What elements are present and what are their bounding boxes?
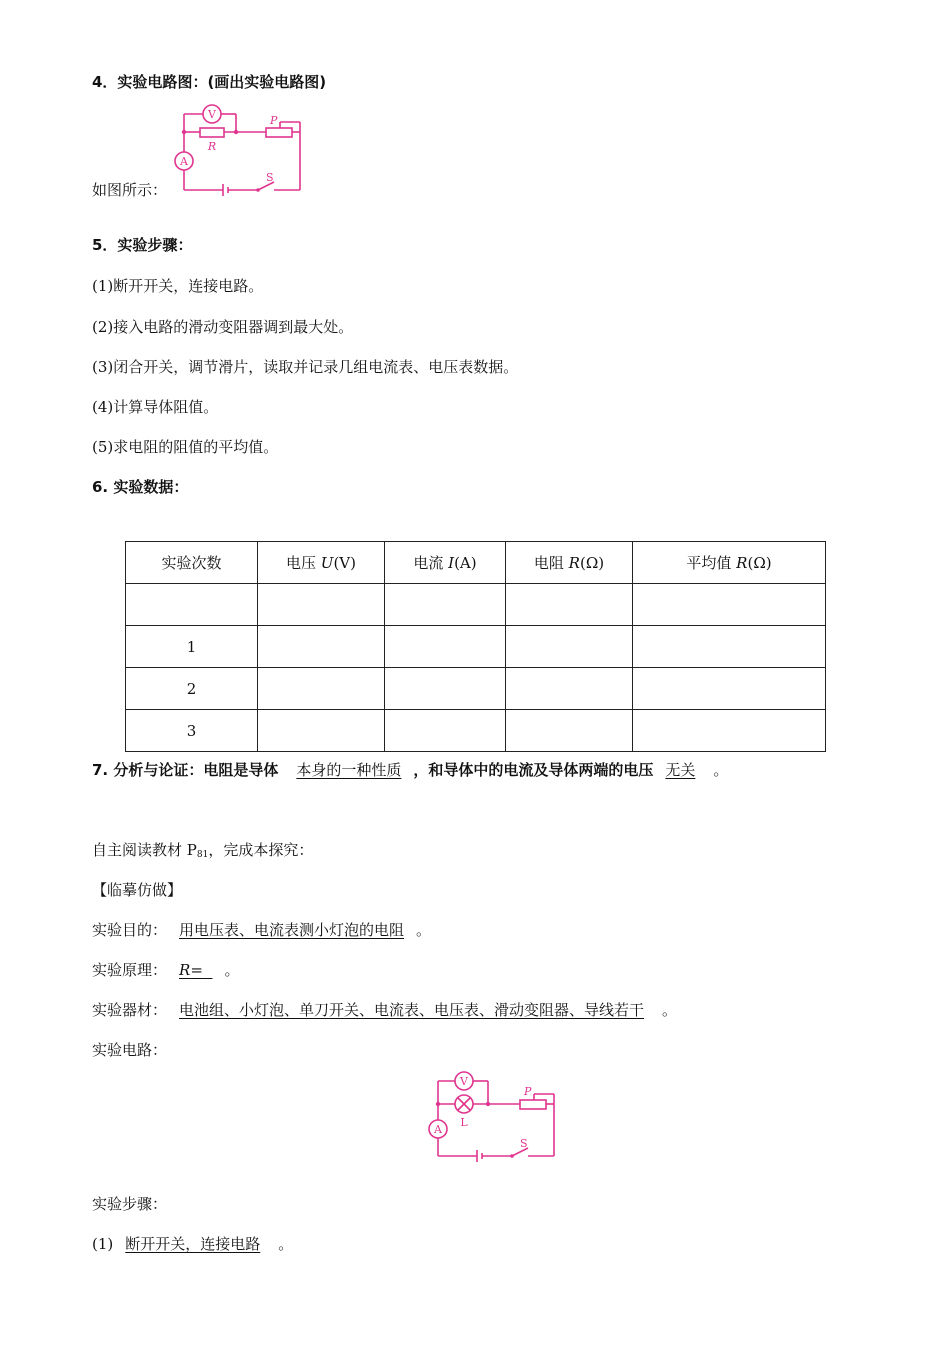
switch-label: S bbox=[520, 1137, 528, 1150]
lamp-label: L bbox=[460, 1116, 468, 1129]
answer-blank-1: 本身的一种性质 bbox=[296, 761, 402, 779]
step-4: (4)计算导体阻值。 bbox=[92, 398, 219, 416]
table-row: 1 bbox=[126, 626, 826, 668]
ammeter-label: A bbox=[434, 1123, 442, 1136]
resistor-label: R bbox=[207, 140, 217, 153]
rheostat-label: P bbox=[524, 1085, 532, 1098]
section-4-heading: 4．实验电路图：(画出实验电路图) bbox=[92, 73, 327, 91]
voltmeter-label: V bbox=[208, 108, 216, 121]
step-1: (1)断开开关，连接电路。 bbox=[92, 277, 264, 295]
header-voltage: 电压 U(V) bbox=[258, 542, 385, 584]
section-4-caption: 如图所示： bbox=[92, 181, 168, 199]
materials-line: 实验器材： 电池组、小灯泡、单刀开关、电流表、电压表、滑动变阻器、导线若干 。 bbox=[92, 1001, 678, 1019]
imitate-heading: 【临摹仿做】 bbox=[92, 881, 183, 899]
section-5-heading: 5．实验步骤： bbox=[92, 236, 193, 254]
circuit-label: 实验电路： bbox=[92, 1041, 168, 1059]
reading-instruction: 自主阅读教材 $P_{81}$，完成本探究： bbox=[92, 841, 314, 860]
circuit-diagram-resistor bbox=[170, 104, 310, 198]
rheostat-label: P bbox=[270, 114, 278, 127]
data-table bbox=[125, 541, 826, 752]
table-row: 3 bbox=[126, 710, 826, 752]
principle-answer: R= bbox=[179, 961, 203, 979]
purpose-answer: 用电压表、电流表测小灯泡的电阻 bbox=[179, 921, 405, 939]
step-3: (3)闭合开关，调节滑片，读取并记录几组电流表、电压表数据。 bbox=[92, 358, 519, 376]
imitate-step-1: (1) 断开开关，连接电路 。 bbox=[92, 1235, 294, 1253]
purpose-line: 实验目的： 用电压表、电流表测小灯泡的电阻 。 bbox=[92, 921, 432, 939]
step-2: (2)接入电路的滑动变阻器调到最大处。 bbox=[92, 318, 354, 336]
principle-line: 实验原理： R= 。 bbox=[92, 961, 240, 979]
header-resistance: 电阻 R(Ω) bbox=[506, 542, 633, 584]
switch-label: S bbox=[266, 171, 274, 184]
circuit-diagram-lamp bbox=[424, 1070, 564, 1164]
section-7-analysis: 7. 分析与论证：电阻是导体 本身的一种性质 ，和导体中的电流及导体两端的电压 无关 。 bbox=[92, 761, 729, 779]
step-1-answer: 断开开关，连接电路 bbox=[125, 1235, 261, 1253]
table-row: 2 bbox=[126, 668, 826, 710]
table-header-row bbox=[126, 542, 826, 584]
header-average: 平均值 R(Ω) bbox=[633, 542, 826, 584]
header-current: 电流 I(A) bbox=[385, 542, 506, 584]
header-times: 实验次数 bbox=[126, 542, 258, 584]
voltmeter-label: V bbox=[460, 1075, 468, 1088]
answer-blank-2: 无关 bbox=[665, 761, 696, 779]
materials-answer: 电池组、小灯泡、单刀开关、电流表、电压表、滑动变阻器、导线若干 bbox=[179, 1001, 645, 1019]
steps-label: 实验步骤： bbox=[92, 1195, 168, 1213]
section-6-heading: 6. 实验数据： bbox=[92, 478, 189, 496]
step-5: (5)求电阻的阻值的平均值。 bbox=[92, 438, 279, 456]
table-row bbox=[126, 584, 826, 626]
ammeter-label: A bbox=[180, 155, 188, 168]
